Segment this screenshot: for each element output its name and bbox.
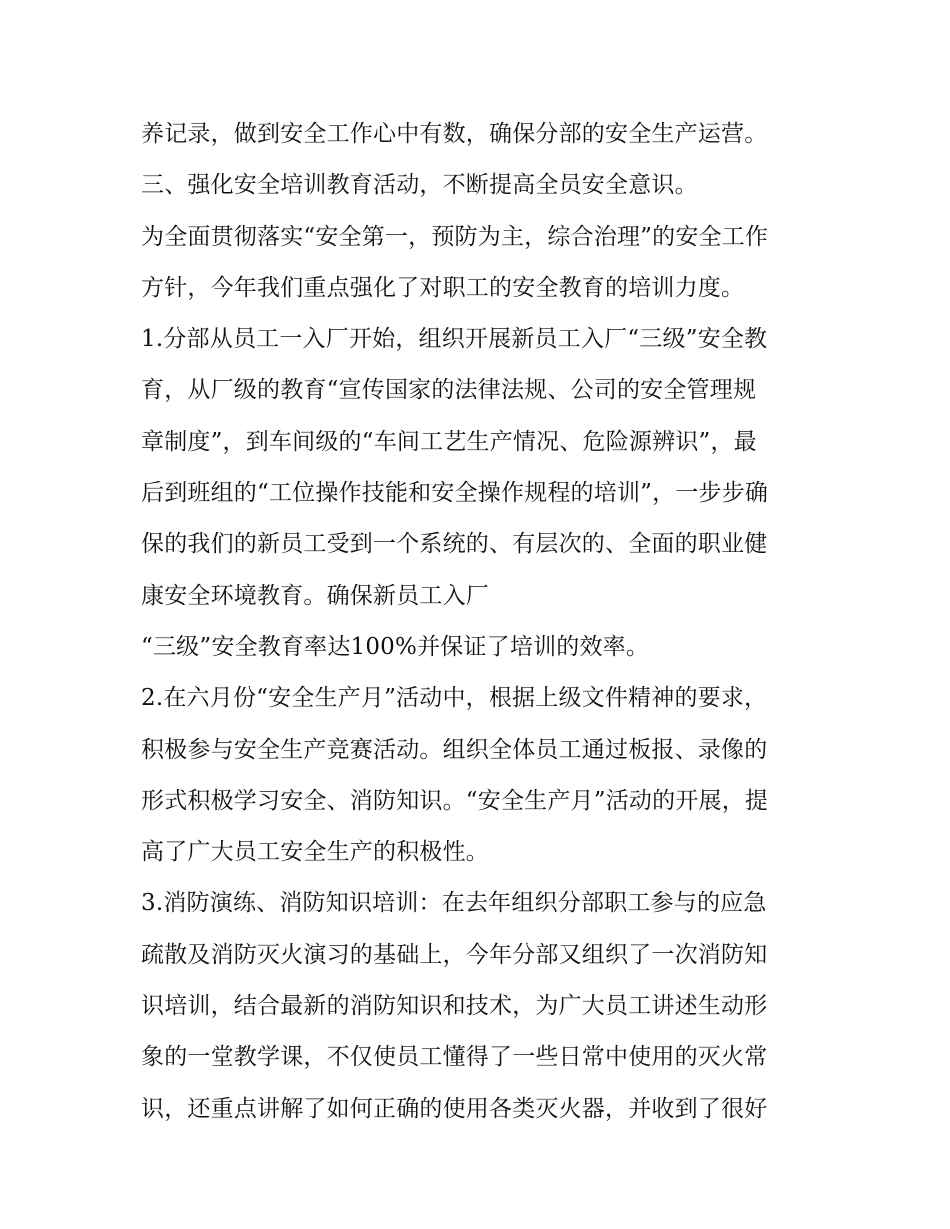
document-body [141, 109, 821, 1135]
text-line: 育，从厂级的教育“宣传国家的法律法规、公司的安全管理规 [141, 377, 757, 404]
text-line: 疏散及消防灭火演习的基础上，今年分部又组织了一次消防知 [141, 941, 768, 968]
text-line: 1.分部从员工一入厂开始，组织开展新员工入厂“三级”安全教 [141, 326, 768, 353]
text-line: 养记录，做到安全工作心中有数，确保分部的安全生产运营。 [141, 121, 768, 147]
text-line: 章制度”，到车间级的“车间工艺生产情况、危险源辨识”，最 [141, 428, 757, 455]
section-heading: 三、强化安全培训教育活动，不断提高全员安全意识。 [141, 172, 698, 199]
text-line: 识，还重点讲解了如何正确的使用各类灭火器，并收到了很好 [141, 1095, 768, 1122]
text-line: 识培训，结合最新的消防知识和技术，为广大员工讲述生动形 [141, 993, 768, 1020]
text-line: 积极参与安全生产竞赛活动。组织全体员工通过板报、录像的 [141, 736, 768, 763]
text-line: “三级”安全教育率达100%并保证了培训的效率。 [141, 633, 650, 660]
text-line: 象的一堂教学课，不仅使员工懂得了一些日常中使用的灭火常 [141, 1044, 768, 1071]
text-line: 2.在六月份“安全生产月”活动中，根据上级文件精神的要求， [141, 685, 768, 712]
text-line: 高了广大员工安全生产的积极性。 [141, 839, 489, 866]
text-line: 后到班组的“工位操作技能和安全操作规程的培训”，一步步确 [141, 480, 769, 507]
text-line: 保的我们的新员工受到一个系统的、有层次的、全面的职业健 [141, 531, 768, 558]
text-line: 3.消防演练、消防知识培训：在去年组织分部职工参与的应急 [141, 890, 767, 917]
text-line: 方针，今年我们重点强化了对职工的安全教育的培训力度。 [141, 274, 745, 301]
text-line: 为全面贯彻落实“安全第一，预防为主，综合治理”的安全工作 [141, 223, 769, 250]
text-line: 康安全环境教育。确保新员工入厂 [141, 582, 489, 609]
text-line: 形式积极学习安全、消防知识。“安全生产月”活动的开展，提 [141, 787, 769, 814]
